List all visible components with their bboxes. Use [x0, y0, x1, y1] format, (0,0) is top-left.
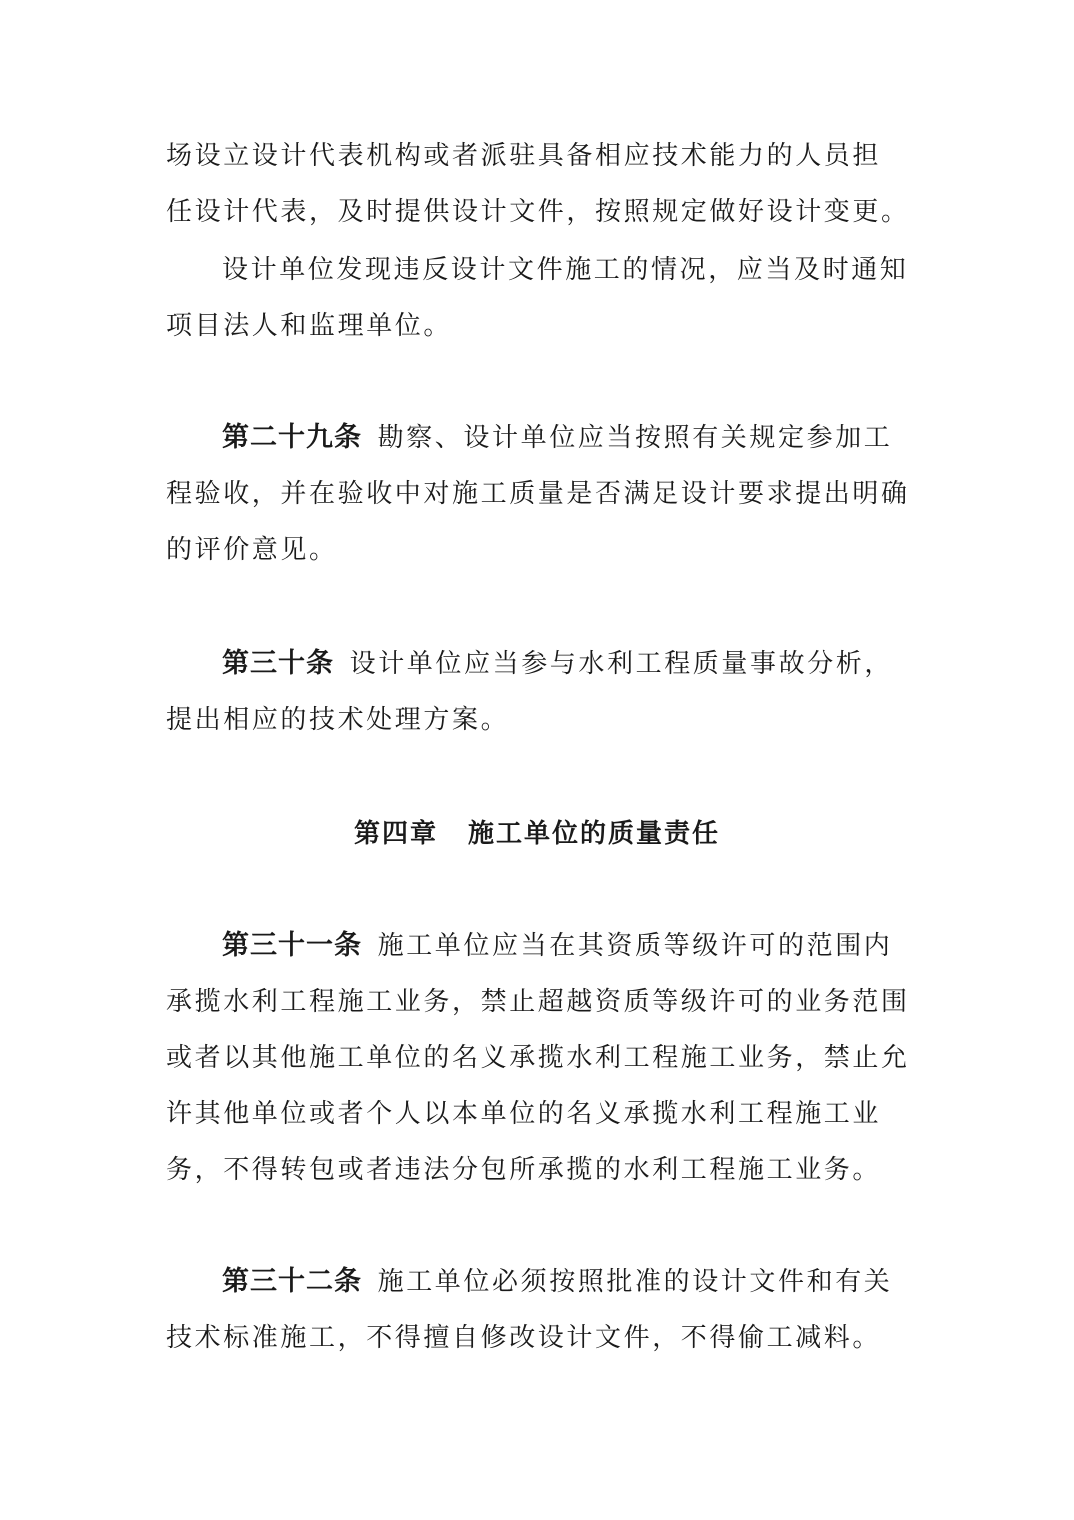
text-line: 或者以其他施工单位的名义承揽水利工程施工业务，禁止允 [166, 1043, 910, 1073]
chapter-heading [0, 806, 1074, 862]
article-first-line [166, 636, 912, 692]
article-heading: 第三十条 [222, 648, 334, 679]
text-line: 场设立设计代表机构或者派驻具备相应技术能力的人员担 [166, 141, 882, 171]
text-line: 任设计代表，及时提供设计文件，按照规定做好设计变更。 [166, 197, 910, 227]
article-heading: 第三十二条 [222, 1266, 362, 1297]
article-first-line [166, 1254, 912, 1310]
text-segment: 施工单位应当在其资质等级许可的范围内 [377, 931, 893, 961]
article-32 [166, 1254, 912, 1366]
article-heading: 第二十九条 [222, 422, 362, 453]
article-30 [166, 636, 912, 748]
text-line: 提出相应的技术处理方案。 [166, 705, 510, 735]
article-first-line [166, 410, 912, 466]
text-line: 务，不得转包或者违法分包所承揽的水利工程施工业务。 [166, 1155, 882, 1185]
text-line: 程验收，并在验收中对施工质量是否满足设计要求提出明确 [166, 479, 910, 509]
text-line: 承揽水利工程施工业务，禁止超越资质等级许可的业务范围 [166, 987, 910, 1017]
text-segment: 勘察、设计单位应当按照有关规定参加工 [377, 423, 893, 453]
paragraph-design-violation [166, 242, 912, 354]
text-line: 许其他单位或者个人以本单位的名义承揽水利工程施工业 [166, 1099, 882, 1129]
chapter-title: 施工单位的质量责任 [468, 819, 721, 849]
article-29 [166, 410, 912, 578]
text-segment: 设计单位应当参与水利工程质量事故分析， [349, 649, 894, 679]
chapter-number: 第四章 [353, 819, 438, 849]
text-line: 设计单位发现违反设计文件施工的情况，应当及时通知 [222, 255, 909, 285]
article-31 [166, 918, 912, 1198]
article-first-line [166, 918, 912, 974]
text-line: 的评价意见。 [166, 535, 338, 565]
paragraph-continued [166, 128, 912, 240]
article-heading: 第三十一条 [222, 930, 362, 961]
text-segment: 施工单位必须按照批准的设计文件和有关 [377, 1267, 893, 1297]
text-line: 技术标准施工，不得擅自修改设计文件，不得偷工减料。 [166, 1323, 882, 1353]
text-line: 项目法人和监理单位。 [166, 311, 453, 341]
